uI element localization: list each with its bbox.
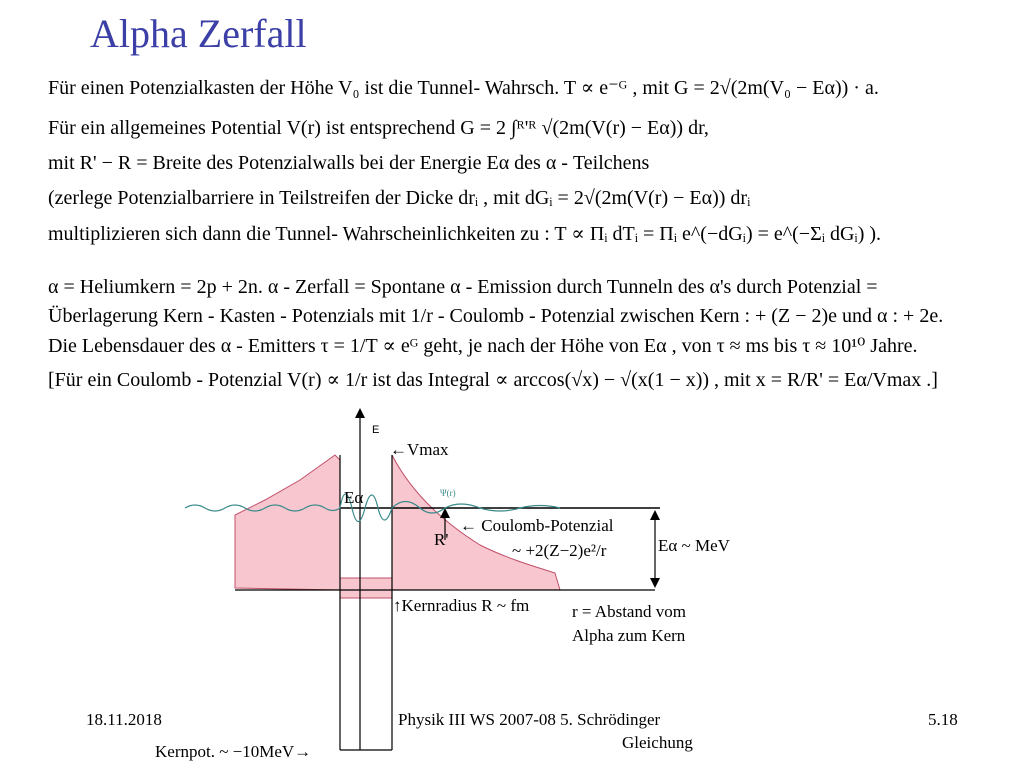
kernpot-label: Kernpot. ~ −10MeV→: [155, 742, 312, 761]
psi-label: Ψ(r): [440, 488, 456, 498]
text-line-6: α = Heliumkern = 2p + 2n. α - Zerfall = Spontane α - Emission durch Tunneln des α's durch Potenzial =: [48, 276, 878, 298]
e-alpha-arrow-top: [650, 510, 660, 520]
r-prime-arrow-head: [440, 508, 450, 518]
e-axis-label: E: [372, 424, 380, 436]
footer-date: 18.11.2018: [86, 710, 162, 729]
text-line-2: Für ein allgemeines Potential V(r) ist entsprechend G = 2 ∫ᴿ'ᴿ √(2m(V(r) − Eα)) dr,: [48, 117, 709, 139]
vmax-label: ←Vmax: [390, 440, 449, 459]
e-axis-arrow: [355, 408, 365, 418]
footer-course-line-2: Gleichung: [622, 733, 693, 752]
footer-page-number: 5.18: [928, 710, 958, 729]
e-alpha-label: Eα: [344, 488, 364, 507]
e-alpha-arrow-bottom: [650, 578, 660, 588]
coulomb-label-2: ~ +2(Z−2)e²/r: [512, 541, 607, 560]
text-line-3: mit R' − R = Breite des Potenzialwalls bei der Energie Eα des α - Teilchens: [48, 152, 650, 174]
footer-course-line-1: Physik III WS 2007-08 5. Schrödinger: [398, 710, 661, 729]
text-line-4: (zerlege Potenzialbarriere in Teilstreifen der Dicke drᵢ , mit dGᵢ = 2√(2m(V(r) − Eα)) drᵢ: [48, 187, 751, 209]
coulomb-label-1: ← Coulomb-Potenzial: [460, 516, 614, 535]
r-distance-label-1: r = Abstand vom: [572, 602, 686, 621]
left-potential-fill: [235, 455, 340, 590]
slide-title: Alpha Zerfall: [90, 11, 307, 56]
text-line-7: Überlagerung Kern - Kasten - Potenzials mit 1/r - Coulomb - Potenzial zwischen Kern : + (Z − 2)e und α : + 2e.: [48, 305, 944, 327]
r-prime-label: R': [434, 530, 449, 549]
text-line-8: Die Lebensdauer des α - Emitters τ = 1/T ∝ eᴳ geht, je nach der Höhe von Eα , von τ ≈ ms bis τ ≈ 10¹⁰ Jahre.: [48, 335, 918, 357]
r-distance-label-2: Alpha zum Kern: [572, 626, 686, 645]
text-line-1: Für einen Potenzialkasten der Höhe V₀ ist die Tunnel- Wahrsch. T ∝ e⁻ᴳ , mit G = 2√(2m(V₀ − Eα)) · a.: [48, 77, 879, 99]
text-line-9: [Für ein Coulomb - Potenzial V(r) ∝ 1/r ist das Integral ∝ arccos(√x) − √(x(1 − x)) , mit x = R/R' = Eα/Vmax .]: [48, 369, 938, 391]
e-alpha-mev-label: Eα ~ MeV: [658, 536, 730, 555]
nuclear-box-fill: [340, 578, 392, 598]
text-line-5: multiplizieren sich dann die Tunnel- Wahrscheinlichkeiten zu : T ∝ Πᵢ dTᵢ = Πᵢ e^(−dGᵢ) = e^(−Σᵢ dGᵢ) ).: [48, 223, 882, 245]
kernradius-label: ↑Kernradius R ~ fm: [393, 596, 530, 615]
